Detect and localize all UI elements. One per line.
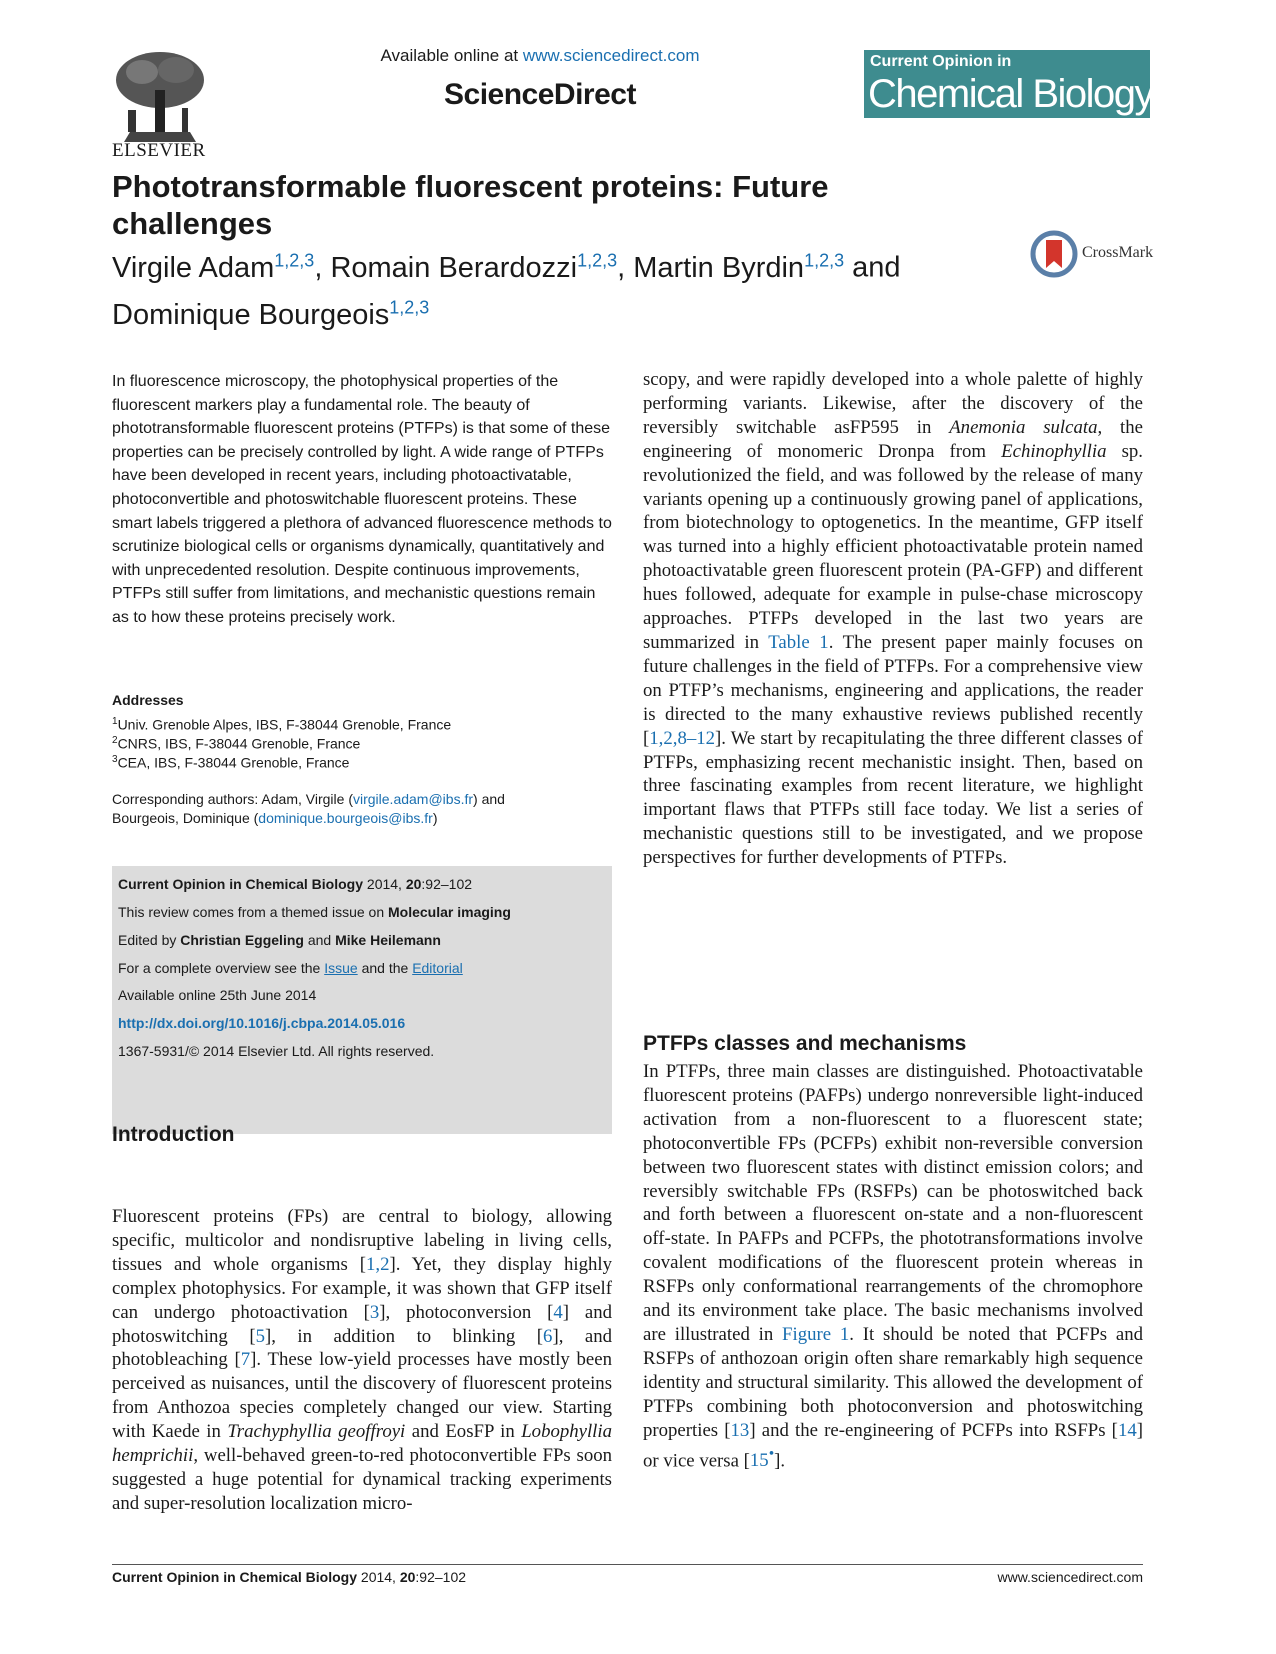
available-online [360, 46, 720, 66]
info-themed-issue: This review comes from a themed issue on Molecular imaging [118, 904, 511, 920]
info-overview: For a complete overview see the Issue and the Editorial [118, 960, 463, 976]
elsevier-wordmark: ELSEVIER [112, 140, 206, 161]
author-list: Virgile Adam$^{1,2,3}$, Romain Berardozzi$^{1,2,3}$, Martin Byrdin$^{1,2,3}$ and Dominique Bourgeois$^{1,2,3}$ [112, 250, 901, 332]
footer-divider [112, 1564, 1143, 1565]
address-item: $^1$Univ. Grenoble Alpes, IBS, F-38044 Grenoble, France [112, 716, 452, 733]
crossmark-icon [1030, 230, 1078, 278]
info-citation: Current Opinion in Chemical Biology 2014, 20:92–102 [118, 876, 473, 892]
crossmark-label: CrossMark [1082, 244, 1154, 261]
journal-logo [864, 50, 1154, 118]
addresses-heading: Addresses [112, 692, 184, 708]
abstract: In fluorescence microscopy, the photophysical properties of the fluorescent markers play a fundamental role. The beauty of phototransformable fluorescent proteins (PTFPs) is that some of these properties can be precisely controlled by light. A wide range of PTFPs have been developed in recent years, including photoactivatable, photoconvertible and photoswitchable fluorescent proteins. These smart labels triggered a plethora of advanced fluorescence methods to scrutinize biological cells or organisms dynamically, quantitatively and with unprecedented resolution. Despite continuous improvements, PTFPs still suffer from limitations, and mechanistic questions remain as to how these proteins precisely work. [112, 373, 612, 626]
introduction-continued-text: scopy, and were rapidly developed into a whole palette of highly performing variants. Likewise, after the discovery of the reversibly switchable asFP595 in Anemonia sulcata, the engineering of monomeric Dronpa from Echinophyllia sp. revolutionized the field, and was followed by the release of many variants opening up a continuously growing panel of applications, from biotechnology to optogenetics. In the meantime, GFP itself was turned into a highly efficient photoactivatable protein named photoactivatable green fluorescent protein (PA-GFP) and different hues followed, adequate for example in pulse-chase microscopy approaches. PTFPs developed in the last two years are summarized in Table 1. The present paper mainly focuses on future challenges in the field of PTFPs. For a comprehensive view on PTFP’s mechanisms, engineering and applications, the reader is directed to the many exhaustive reviews published recently [1,2,8–12]. We start by recapitulating the three different classes of PTFPs, emphasizing recent mechanistic insight. Then, based on three fascinating examples from recent literature, we highlight important flaws that PTFPs still face today. We list a series of mechanistic questions still to be investigated, and we propose perspectives for further developments of PTFPs. [643, 369, 1144, 869]
doi-link[interactable]: http://dx.doi.org/10.1016/j.cbpa.2014.05.016 [118, 1015, 406, 1031]
available-prefix: Available online at [380, 46, 523, 65]
author[interactable]: Dominique Bourgeois$^{1,2,3}$ [112, 297, 430, 332]
footer-url[interactable]: www.sciencedirect.com [997, 1569, 1143, 1585]
introduction-heading: Introduction [112, 1123, 235, 1146]
journal-logo-line2: Chemical Biology [868, 72, 1154, 116]
sciencedirect-logo: ScienceDirect [444, 78, 636, 111]
journal-logo-line1: Current Opinion in [870, 53, 1012, 70]
author[interactable]: Martin Byrdin$^{1,2,3}$ [633, 250, 845, 284]
email-link[interactable]: virgile.adam@ibs.fr [352, 791, 474, 807]
article-info-box [112, 866, 612, 1134]
issue-link[interactable]: Issue [324, 960, 358, 976]
section-heading-ptfps-classes: PTFPs classes and mechanisms [643, 1032, 967, 1055]
sciencedirect-link[interactable]: www.sciencedirect.com [522, 46, 700, 65]
editorial-link[interactable]: Editorial [412, 960, 463, 976]
crossmark-badge[interactable] [1030, 230, 1190, 278]
footer-citation: Current Opinion in Chemical Biology 2014, 20:92–102 [112, 1569, 467, 1585]
section-ptfps-classes-text: In PTFPs, three main classes are distinguished. Photoactivatable fluorescent proteins (PAFPs) undergo nonreversible light-induced activation from a non-fluorescent to a fluorescent state; photoconvertible FPs (PCFPs) exhibit non-reversible conversion between two fluorescent states with distinct emission colors; and reversibly switchable FPs (RSFPs) can be photoswitched back and forth between a fluorescent on-state and a non-fluorescent off-state. In PAFPs and PCFPs, the phototransformations involve covalent modifications of the fluorescent protein whereas in RSFPs only conformational rearrangements of the chromophore and its environment take place. The basic mechanisms involved are illustrated in Figure 1. It should be noted that PCFPs and RSFPs of anthozoan origin often share remarkably high sequence identity and structural similarity. This allowed the development of PTFPs combining both photoconversion and photoswitching properties [13] and the re-engineering of PCFPs into RSFPs [14] or vice versa [15•]. [643, 1061, 1143, 1471]
email-link[interactable]: dominique.bourgeois@ibs.fr [258, 810, 433, 826]
info-available-online: Available online 25th June 2014 [118, 987, 317, 1003]
address-item: $^3$CEA, IBS, F-38044 Grenoble, France [112, 754, 350, 771]
article-title: Phototransformable fluorescent proteins: Future challenges [112, 169, 829, 241]
info-copyright: 1367-5931/© 2014 Elsevier Ltd. All rights reserved. [118, 1043, 435, 1059]
author[interactable]: Romain Berardozzi$^{1,2,3}$ [330, 250, 618, 284]
corresponding-authors: Corresponding authors: Adam, Virgile (virgile.adam@ibs.fr) and Bourgeois, Dominique (dominique.bourgeois@ibs.fr) [112, 791, 505, 826]
author[interactable]: Virgile Adam$^{1,2,3}$ [112, 250, 315, 284]
info-editors: Edited by Christian Eggeling and Mike Heilemann [118, 932, 441, 948]
introduction-text: Fluorescent proteins (FPs) are central to biology, allowing specific, multicolor and nondisruptive labeling in living cells, tissues and whole organisms [1,2]. Yet, they display highly complex photophysics. For example, it was shown that GFP itself can undergo photoactivation [3], photoconversion [4] and photoswitching [5], in addition to blinking [6], and photobleaching [7]. These low-yield processes have mostly been perceived as nuisances, until the discovery of fluorescent proteins from Anthozoa species completely changed our view. Starting with Kaede in Trachyphyllia geoffroyi and EosFP in Lobophyllia hemprichii, well-behaved green-to-red photoconvertible FPs soon suggested a huge potential for dynamical tracking experiments and super-resolution localization micro- [112, 1206, 613, 1514]
address-item: $^2$CNRS, IBS, F-38044 Grenoble, France [112, 735, 361, 752]
